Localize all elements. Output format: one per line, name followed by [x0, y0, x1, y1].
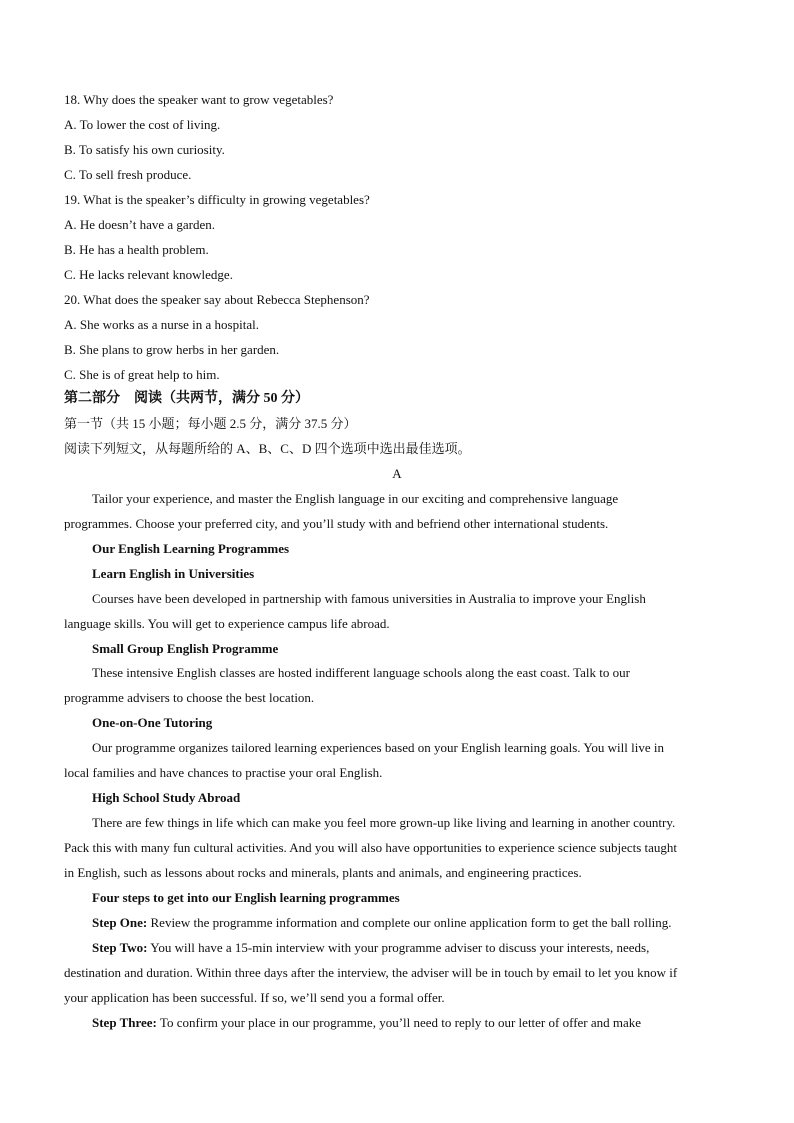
programme-3-line-2: local families and have chances to practise your oral English. [64, 765, 383, 780]
step-2 [92, 940, 649, 956]
step-2-text: You will have a 15-min interview with your programme adviser to discuss your interests, needs, [147, 940, 650, 955]
programme-1-line-2: language skills. You will get to experience campus life abroad. [64, 616, 390, 631]
programme-2-title: Small Group English Programme [92, 641, 279, 656]
programme-3-line-1: Our programme organizes tailored learning experiences based on your English learning goals. You will live in [92, 740, 664, 755]
programme-2-line-2: programme advisers to choose the best location. [64, 690, 315, 705]
part2-heading: 第二部分 阅读（共两节，满分 50 分） [64, 391, 309, 406]
step-2-line-3: your application has been successful. If so, we’ll send you a formal offer. [64, 990, 445, 1005]
question-19-option-a: A. He doesn’t have a garden. [64, 217, 216, 232]
passage-label: A [392, 466, 402, 481]
step-1 [92, 915, 671, 931]
question-20-option-b: B. She plans to grow herbs in her garden. [64, 342, 280, 357]
question-18-option-a: A. To lower the cost of living. [64, 117, 221, 132]
step-1-label: Step One: [92, 915, 148, 930]
step-2-line-2: destination and duration. Within three days after the interview, the adviser will be in touch by email to let you know if [64, 965, 678, 980]
question-19-option-c: C. He lacks relevant knowledge. [64, 267, 233, 282]
steps-title: Four steps to get into our English learning programmes [92, 890, 400, 905]
section1-heading: 第一节（共 15 小题；每小题 2.5 分，满分 37.5 分） [64, 416, 357, 431]
programme-4-line-1: There are few things in life which can make you feel more grown-up like living and learning in another country. [92, 815, 676, 830]
question-18-option-c: C. To sell fresh produce. [64, 167, 192, 182]
step-2-label: Step Two: [92, 940, 148, 955]
programme-2-line-1: These intensive English classes are hosted indifferent language schools along the east coast. Talk to our [92, 665, 630, 680]
question-18-stem: 18. Why does the speaker want to grow vegetables? [64, 92, 334, 107]
question-20-option-a: A. She works as a nurse in a hospital. [64, 317, 259, 332]
programme-3-title: One-on-One Tutoring [92, 715, 213, 730]
step-3-label: Step Three: [92, 1015, 157, 1030]
programme-4-line-3: in English, such as lessons about rocks and minerals, plants and animals, and engineering practices. [64, 865, 582, 880]
step-1-text: Review the programme information and complete our online application form to get the ball rolling. [147, 915, 672, 930]
intro-line-2: programmes. Choose your preferred city, and you’ll study with and befriend other international students. [64, 516, 609, 531]
question-19-option-b: B. He has a health problem. [64, 242, 209, 257]
programme-1-line-1: Courses have been developed in partnership with famous universities in Australia to improve your English [92, 591, 646, 606]
programme-1-title: Learn English in Universities [92, 566, 255, 581]
passage-title: Our English Learning Programmes [92, 541, 290, 556]
question-20-stem: 20. What does the speaker say about Rebecca Stephenson? [64, 292, 370, 307]
question-18-option-b: B. To satisfy his own curiosity. [64, 142, 225, 157]
step-3 [92, 1015, 641, 1031]
programme-4-title: High School Study Abroad [92, 790, 241, 805]
reading-instruction: 阅读下列短文，从每题所给的 A、B、C、D 四个选项中选出最佳选项。 [64, 441, 471, 456]
step-3-text: To confirm your place in our programme, you’ll need to reply to our letter of offer and make [156, 1015, 642, 1030]
intro-line-1: Tailor your experience, and master the English language in our exciting and comprehensive language [92, 491, 619, 506]
question-19-stem: 19. What is the speaker’s difficulty in growing vegetables? [64, 192, 370, 207]
programme-4-line-2: Pack this with many fun cultural activities. And you will also have opportunities to experience science subjects taught [64, 840, 678, 855]
question-20-option-c: C. She is of great help to him. [64, 367, 220, 382]
